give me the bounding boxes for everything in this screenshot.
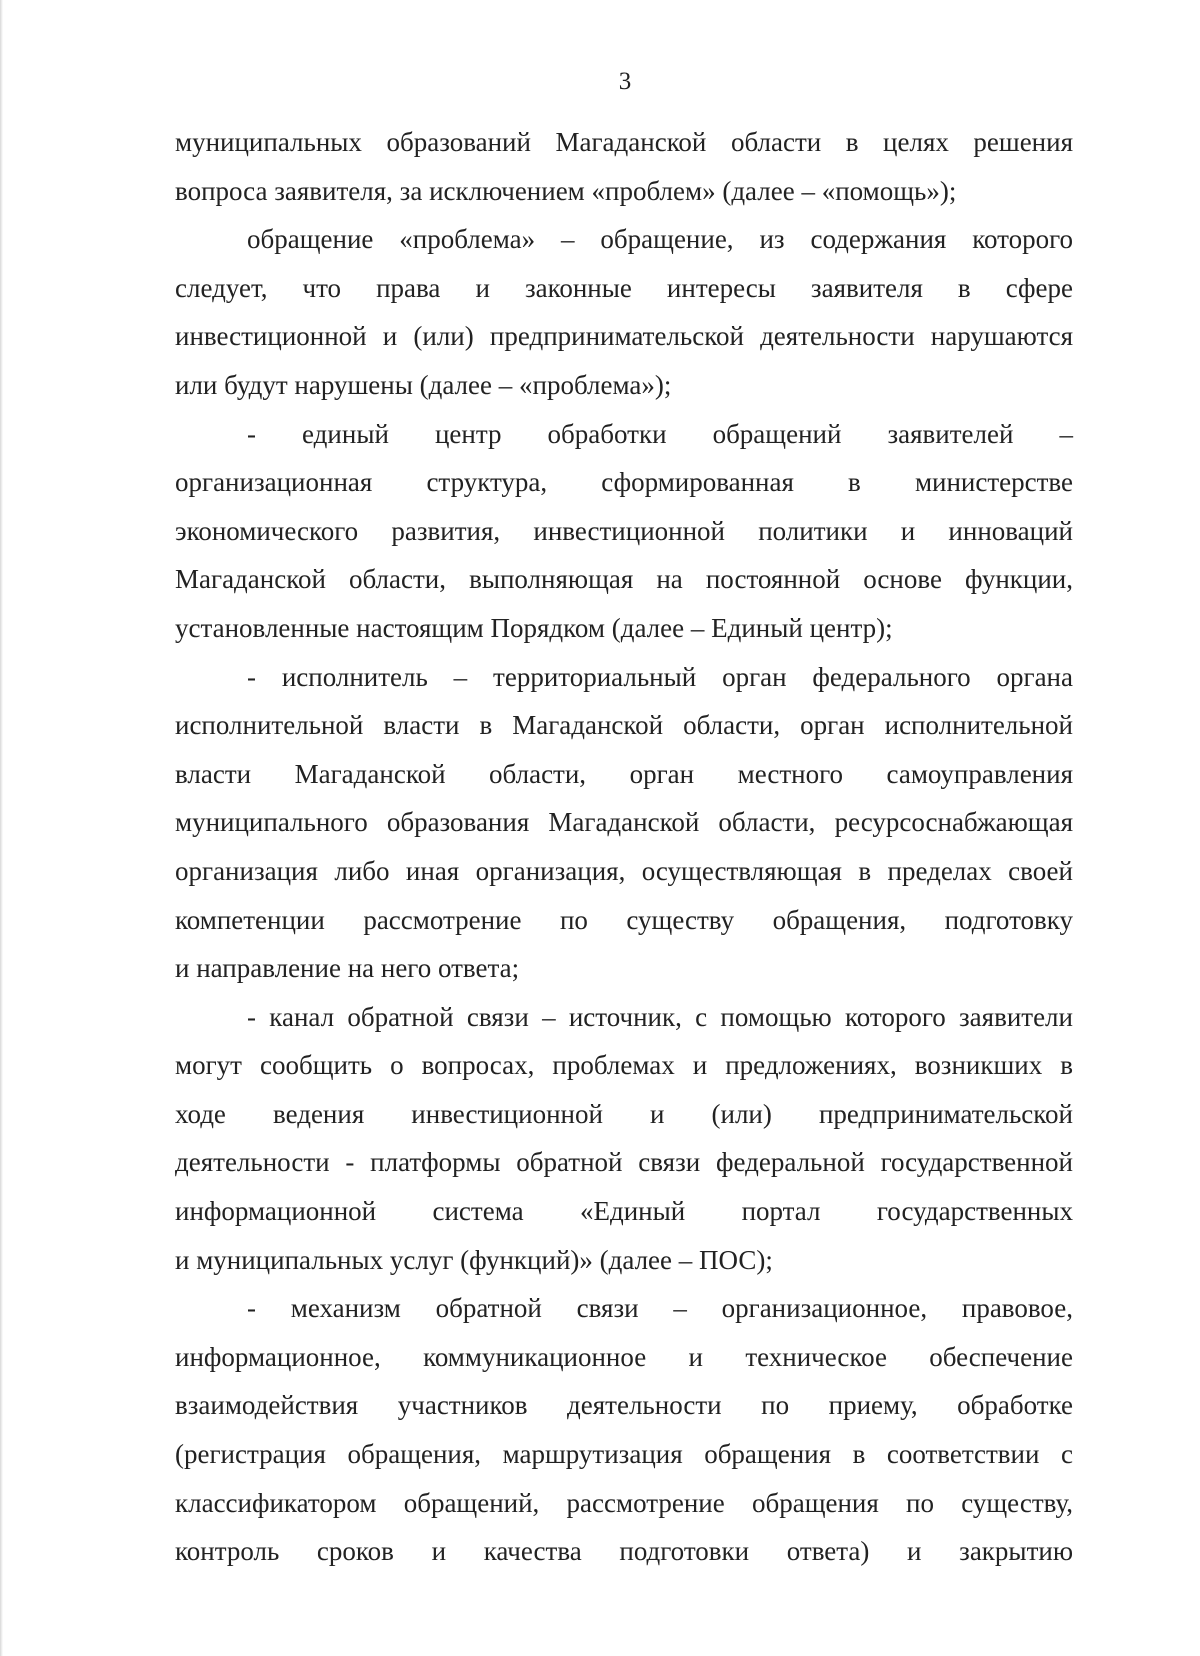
paragraph-2-line-0: - единый центр обработки обращений заявителей – xyxy=(247,418,1073,449)
paragraph-3-line-2: власти Магаданской области, орган местного самоуправления xyxy=(175,758,1073,789)
page-number: 3 xyxy=(618,68,632,95)
paragraph-1-line-2: инвестиционной и (или) предпринимательской деятельности нарушаются xyxy=(175,321,1073,352)
paragraph-2-line-3: Магаданской области, выполняющая на постоянной основе функции, xyxy=(175,564,1073,595)
paragraph-1-line-3: или будут нарушены (далее – «проблема»); xyxy=(175,369,672,400)
paragraph-4-line-5: и муниципальных услуг (функций)» (далее – ПОС); xyxy=(175,1244,773,1275)
paragraph-5-line-1: информационное, коммуникационное и техническое обеспечение xyxy=(175,1341,1073,1372)
paragraph-3-line-5: компетенции рассмотрение по существу обращения, подготовку xyxy=(175,904,1073,935)
paragraph-0-line-1: вопроса заявителя, за исключением «проблем» (далее – «помощь»); xyxy=(175,175,957,206)
paragraph-3-line-4: организация либо иная организация, осуществляющая в пределах своей xyxy=(175,855,1073,886)
paragraph-4-line-4: информационной система «Единый портал государственных xyxy=(175,1196,1073,1227)
paragraph-5-line-0: - механизм обратной связи – организационное, правовое, xyxy=(247,1293,1073,1324)
paragraph-5-line-4: классификатором обращений, рассмотрение обращения по существу, xyxy=(175,1487,1073,1518)
paragraph-3-line-3: муниципального образования Магаданской области, ресурсоснабжающая xyxy=(175,807,1073,838)
paragraph-4-line-1: могут сообщить о вопросах, проблемах и предложениях, возникших в xyxy=(175,1050,1073,1081)
paragraph-2-line-2: экономического развития, инвестиционной политики и инноваций xyxy=(175,515,1073,546)
paragraph-4-line-0: - канал обратной связи – источник, с помощью которого заявители xyxy=(247,1001,1073,1032)
document-body xyxy=(175,118,1073,1576)
paragraph-5-line-2: взаимодействия участников деятельности по приему, обработке xyxy=(175,1390,1073,1421)
paragraph-3-line-0: - исполнитель – территориальный орган федерального органа xyxy=(247,661,1073,692)
paragraph-5-line-5: контроль сроков и качества подготовки ответа) и закрытию xyxy=(175,1536,1073,1567)
paragraph-4-line-3: деятельности - платформы обратной связи федеральной государственной xyxy=(175,1147,1073,1178)
paragraph-5-line-3: (регистрация обращения, маршрутизация обращения в соответствии с xyxy=(175,1439,1073,1470)
scan-edge xyxy=(0,0,3,1656)
paragraph-1-line-0: обращение «проблема» – обращение, из содержания которого xyxy=(247,224,1073,255)
paragraph-2-line-4: установленные настоящим Порядком (далее – Единый центр); xyxy=(175,612,893,643)
paragraph-0-line-0: муниципальных образований Магаданской области в целях решения xyxy=(175,127,1073,157)
paragraph-2-line-1: организационная структура, сформированная в министерстве xyxy=(175,467,1073,498)
paragraph-1-line-1: следует, что права и законные интересы заявителя в сфере xyxy=(175,272,1073,303)
paragraph-3-line-1: исполнительной власти в Магаданской области, орган исполнительной xyxy=(175,710,1073,741)
paragraph-3-line-6: и направление на него ответа; xyxy=(175,953,520,984)
paragraph-4-line-2: ходе ведения инвестиционной и (или) предпринимательской xyxy=(175,1098,1073,1129)
